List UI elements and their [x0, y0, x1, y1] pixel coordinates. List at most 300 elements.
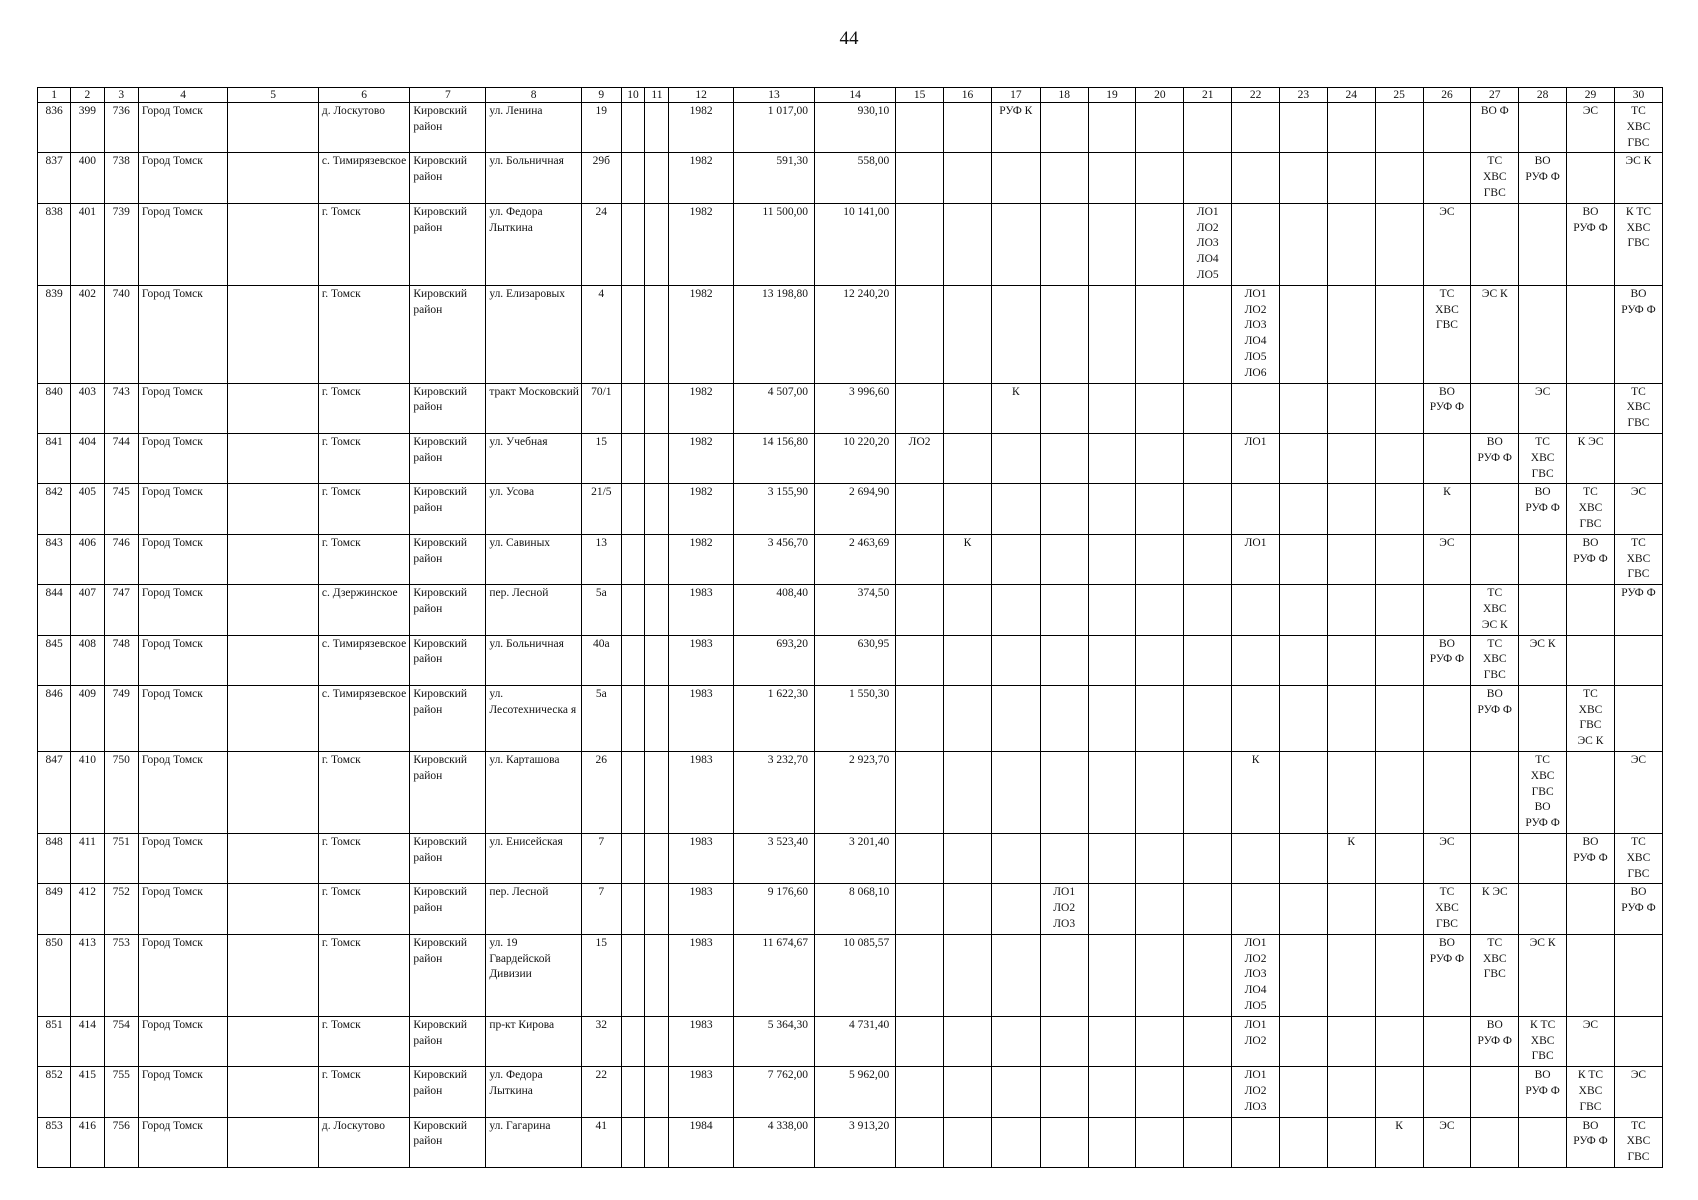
column-header-4: 4: [138, 88, 227, 103]
cell-col-17: [991, 484, 1040, 534]
cell-col-19: [1088, 934, 1136, 1016]
cell-col-20: [1136, 1117, 1184, 1167]
cell-col-24: [1327, 934, 1375, 1016]
cell-col-20: [1136, 834, 1184, 884]
cell-col-24: [1327, 484, 1375, 534]
cell-col-13: 3 155,90: [733, 484, 814, 534]
cell-col-12: 1983: [669, 1016, 734, 1066]
cell-col-28: ЭС К: [1519, 934, 1567, 1016]
cell-col-12: 1982: [669, 433, 734, 483]
cell-col-2: 408: [71, 635, 104, 685]
table-row: [38, 1067, 1663, 1117]
cell-col-27: К ЭС: [1471, 884, 1519, 934]
cell-col-22: ЛО1 ЛО2 ЛО3 ЛО4 ЛО5 ЛО6: [1232, 285, 1280, 383]
cell-col-12: 1983: [669, 685, 734, 751]
cell-col-29: ТС ХВС ГВС ЭС К: [1567, 685, 1615, 751]
cell-col-12: 1982: [669, 285, 734, 383]
cell-col-2: 416: [71, 1117, 104, 1167]
cell-col-15: [896, 1067, 944, 1117]
cell-col-22: К: [1232, 752, 1280, 834]
cell-col-28: [1519, 884, 1567, 934]
cell-col-7: Кировский район: [410, 752, 486, 834]
cell-col-14: 2 923,70: [815, 752, 896, 834]
cell-col-5: [228, 203, 319, 285]
cell-col-21: ЛО1 ЛО2 ЛО3 ЛО4 ЛО5: [1184, 203, 1232, 285]
cell-col-4: Город Томск: [138, 934, 227, 1016]
cell-col-23: [1279, 934, 1327, 1016]
cell-col-28: [1519, 685, 1567, 751]
cell-col-29: ЭС: [1567, 1016, 1615, 1066]
cell-col-4: Город Томск: [138, 1117, 227, 1167]
cell-col-29: [1567, 153, 1615, 203]
cell-col-10: [621, 1016, 645, 1066]
cell-col-15: [896, 635, 944, 685]
cell-col-3: 744: [104, 433, 138, 483]
cell-col-26: [1423, 1016, 1471, 1066]
cell-col-15: [896, 585, 944, 635]
cell-col-25: [1375, 585, 1423, 635]
cell-col-10: [621, 834, 645, 884]
cell-col-10: [621, 685, 645, 751]
cell-col-11: [645, 884, 669, 934]
cell-col-22: [1232, 383, 1280, 433]
cell-col-20: [1136, 153, 1184, 203]
cell-col-27: ВО РУФ Ф: [1471, 1016, 1519, 1066]
cell-col-22: [1232, 635, 1280, 685]
cell-col-8: ул. Усова: [486, 484, 582, 534]
cell-col-29: [1567, 285, 1615, 383]
cell-col-27: ВО РУФ Ф: [1471, 433, 1519, 483]
cell-col-19: [1088, 433, 1136, 483]
cell-col-25: [1375, 884, 1423, 934]
cell-col-20: [1136, 1067, 1184, 1117]
cell-col-2: 415: [71, 1067, 104, 1117]
cell-col-22: [1232, 834, 1280, 884]
column-header-27: 27: [1471, 88, 1519, 103]
cell-col-17: [991, 153, 1040, 203]
cell-col-28: ВО РУФ Ф: [1519, 484, 1567, 534]
cell-col-20: [1136, 884, 1184, 934]
cell-col-8: пр-кт Кирова: [486, 1016, 582, 1066]
cell-col-9: 24: [582, 203, 622, 285]
cell-col-1: 845: [38, 635, 71, 685]
cell-col-2: 403: [71, 383, 104, 433]
cell-col-10: [621, 1067, 645, 1117]
cell-col-1: 848: [38, 834, 71, 884]
cell-col-30: [1614, 635, 1662, 685]
cell-col-6: г. Томск: [318, 1016, 410, 1066]
cell-col-2: 402: [71, 285, 104, 383]
cell-col-30: [1614, 685, 1662, 751]
cell-col-7: Кировский район: [410, 1067, 486, 1117]
cell-col-16: [944, 635, 992, 685]
cell-col-3: 754: [104, 1016, 138, 1066]
cell-col-10: [621, 752, 645, 834]
cell-col-25: [1375, 484, 1423, 534]
column-header-11: 11: [645, 88, 669, 103]
cell-col-2: 400: [71, 153, 104, 203]
column-header-20: 20: [1136, 88, 1184, 103]
cell-col-1: 839: [38, 285, 71, 383]
cell-col-26: [1423, 685, 1471, 751]
cell-col-16: К: [944, 534, 992, 584]
column-header-6: 6: [318, 88, 410, 103]
cell-col-3: 743: [104, 383, 138, 433]
cell-col-14: 10 085,57: [815, 934, 896, 1016]
cell-col-3: 750: [104, 752, 138, 834]
cell-col-12: 1982: [669, 383, 734, 433]
cell-col-30: ТС ХВС ГВС: [1614, 534, 1662, 584]
cell-col-20: [1136, 534, 1184, 584]
cell-col-13: 13 198,80: [733, 285, 814, 383]
cell-col-8: ул. Енисейская: [486, 834, 582, 884]
cell-col-9: 7: [582, 834, 622, 884]
cell-col-29: ЭС: [1567, 103, 1615, 153]
cell-col-4: Город Томск: [138, 153, 227, 203]
cell-col-19: [1088, 285, 1136, 383]
cell-col-4: Город Томск: [138, 1016, 227, 1066]
cell-col-21: [1184, 1117, 1232, 1167]
cell-col-7: Кировский район: [410, 585, 486, 635]
cell-col-2: 407: [71, 585, 104, 635]
cell-col-25: [1375, 103, 1423, 153]
cell-col-1: 843: [38, 534, 71, 584]
cell-col-24: [1327, 433, 1375, 483]
column-header-9: 9: [582, 88, 622, 103]
cell-col-1: 851: [38, 1016, 71, 1066]
cell-col-17: РУФ К: [991, 103, 1040, 153]
cell-col-2: 401: [71, 203, 104, 285]
cell-col-24: [1327, 1117, 1375, 1167]
cell-col-26: ВО РУФ Ф: [1423, 934, 1471, 1016]
cell-col-26: ВО РУФ Ф: [1423, 383, 1471, 433]
cell-col-9: 29б: [582, 153, 622, 203]
cell-col-17: [991, 934, 1040, 1016]
cell-col-26: [1423, 585, 1471, 635]
cell-col-17: [991, 433, 1040, 483]
table-row: [38, 884, 1663, 934]
cell-col-5: [228, 1067, 319, 1117]
cell-col-15: [896, 534, 944, 584]
cell-col-15: [896, 383, 944, 433]
cell-col-22: [1232, 884, 1280, 934]
cell-col-27: ТС ХВС ГВС: [1471, 635, 1519, 685]
cell-col-1: 840: [38, 383, 71, 433]
cell-col-11: [645, 285, 669, 383]
cell-col-11: [645, 433, 669, 483]
cell-col-16: [944, 484, 992, 534]
cell-col-14: 5 962,00: [815, 1067, 896, 1117]
cell-col-18: [1040, 484, 1088, 534]
column-header-29: 29: [1567, 88, 1615, 103]
table-row: [38, 383, 1663, 433]
cell-col-19: [1088, 884, 1136, 934]
cell-col-21: [1184, 585, 1232, 635]
cell-col-8: пер. Лесной: [486, 585, 582, 635]
cell-col-29: [1567, 383, 1615, 433]
cell-col-21: [1184, 153, 1232, 203]
cell-col-12: 1983: [669, 834, 734, 884]
column-header-16: 16: [944, 88, 992, 103]
cell-col-13: 4 338,00: [733, 1117, 814, 1167]
cell-col-7: Кировский район: [410, 635, 486, 685]
cell-col-24: [1327, 752, 1375, 834]
cell-col-21: [1184, 534, 1232, 584]
column-header-5: 5: [228, 88, 319, 103]
column-header-17: 17: [991, 88, 1040, 103]
cell-col-21: [1184, 1067, 1232, 1117]
cell-col-2: 404: [71, 433, 104, 483]
cell-col-12: 1983: [669, 884, 734, 934]
cell-col-10: [621, 534, 645, 584]
cell-col-1: 836: [38, 103, 71, 153]
cell-col-29: К ТС ХВС ГВС: [1567, 1067, 1615, 1117]
cell-col-26: ЭС: [1423, 834, 1471, 884]
cell-col-22: [1232, 153, 1280, 203]
cell-col-19: [1088, 1117, 1136, 1167]
cell-col-12: 1982: [669, 203, 734, 285]
cell-col-23: [1279, 685, 1327, 751]
cell-col-10: [621, 103, 645, 153]
cell-col-30: ТС ХВС ГВС: [1614, 834, 1662, 884]
cell-col-10: [621, 635, 645, 685]
cell-col-4: Город Томск: [138, 103, 227, 153]
cell-col-4: Город Томск: [138, 383, 227, 433]
cell-col-10: [621, 585, 645, 635]
cell-col-11: [645, 534, 669, 584]
cell-col-7: Кировский район: [410, 884, 486, 934]
cell-col-7: Кировский район: [410, 484, 486, 534]
cell-col-24: [1327, 285, 1375, 383]
cell-col-28: ТС ХВС ГВС ВО РУФ Ф: [1519, 752, 1567, 834]
cell-col-2: 399: [71, 103, 104, 153]
cell-col-16: [944, 1067, 992, 1117]
cell-col-2: 411: [71, 834, 104, 884]
cell-col-17: [991, 752, 1040, 834]
cell-col-16: [944, 1016, 992, 1066]
cell-col-5: [228, 752, 319, 834]
column-header-25: 25: [1375, 88, 1423, 103]
cell-col-26: ВО РУФ Ф: [1423, 635, 1471, 685]
cell-col-2: 414: [71, 1016, 104, 1066]
cell-col-27: ЭС К: [1471, 285, 1519, 383]
cell-col-7: Кировский район: [410, 1016, 486, 1066]
cell-col-30: ВО РУФ Ф: [1614, 884, 1662, 934]
cell-col-12: 1984: [669, 1117, 734, 1167]
cell-col-24: [1327, 585, 1375, 635]
cell-col-17: [991, 203, 1040, 285]
cell-col-24: [1327, 383, 1375, 433]
cell-col-27: [1471, 1067, 1519, 1117]
cell-col-4: Город Томск: [138, 685, 227, 751]
cell-col-16: [944, 834, 992, 884]
cell-col-7: Кировский район: [410, 433, 486, 483]
cell-col-7: Кировский район: [410, 203, 486, 285]
cell-col-30: [1614, 934, 1662, 1016]
cell-col-6: г. Томск: [318, 383, 410, 433]
cell-col-25: К: [1375, 1117, 1423, 1167]
cell-col-1: 852: [38, 1067, 71, 1117]
cell-col-10: [621, 484, 645, 534]
cell-col-16: [944, 934, 992, 1016]
cell-col-14: 2 694,90: [815, 484, 896, 534]
cell-col-24: [1327, 685, 1375, 751]
cell-col-8: ул. Ленина: [486, 103, 582, 153]
cell-col-17: [991, 1117, 1040, 1167]
cell-col-19: [1088, 534, 1136, 584]
cell-col-5: [228, 534, 319, 584]
cell-col-25: [1375, 1016, 1423, 1066]
cell-col-28: ЭС К: [1519, 635, 1567, 685]
cell-col-2: 413: [71, 934, 104, 1016]
cell-col-11: [645, 383, 669, 433]
cell-col-29: ВО РУФ Ф: [1567, 203, 1615, 285]
cell-col-10: [621, 285, 645, 383]
cell-col-19: [1088, 834, 1136, 884]
cell-col-4: Город Томск: [138, 285, 227, 383]
cell-col-20: [1136, 1016, 1184, 1066]
cell-col-17: [991, 685, 1040, 751]
table-row: [38, 484, 1663, 534]
cell-col-3: 752: [104, 884, 138, 934]
cell-col-3: 738: [104, 153, 138, 203]
cell-col-24: [1327, 1067, 1375, 1117]
cell-col-30: К ТС ХВС ГВС: [1614, 203, 1662, 285]
cell-col-19: [1088, 585, 1136, 635]
column-header-15: 15: [896, 88, 944, 103]
cell-col-21: [1184, 635, 1232, 685]
cell-col-9: 32: [582, 1016, 622, 1066]
cell-col-19: [1088, 153, 1136, 203]
cell-col-2: 410: [71, 752, 104, 834]
cell-col-14: 630,95: [815, 635, 896, 685]
cell-col-9: 70/1: [582, 383, 622, 433]
cell-col-7: Кировский район: [410, 103, 486, 153]
cell-col-18: [1040, 635, 1088, 685]
cell-col-1: 841: [38, 433, 71, 483]
cell-col-28: ВО РУФ Ф: [1519, 153, 1567, 203]
column-header-19: 19: [1088, 88, 1136, 103]
cell-col-23: [1279, 585, 1327, 635]
cell-col-1: 844: [38, 585, 71, 635]
column-header-12: 12: [669, 88, 734, 103]
cell-col-12: 1983: [669, 635, 734, 685]
cell-col-8: тракт Московский: [486, 383, 582, 433]
cell-col-26: [1423, 433, 1471, 483]
cell-col-3: 747: [104, 585, 138, 635]
cell-col-27: [1471, 834, 1519, 884]
cell-col-28: [1519, 834, 1567, 884]
cell-col-16: [944, 585, 992, 635]
cell-col-12: 1982: [669, 484, 734, 534]
table-row: [38, 934, 1663, 1016]
cell-col-25: [1375, 534, 1423, 584]
table-row: [38, 834, 1663, 884]
cell-col-24: [1327, 884, 1375, 934]
cell-col-1: 847: [38, 752, 71, 834]
cell-col-26: [1423, 103, 1471, 153]
cell-col-17: [991, 1067, 1040, 1117]
cell-col-20: [1136, 752, 1184, 834]
cell-col-13: 3 523,40: [733, 834, 814, 884]
cell-col-12: 1983: [669, 934, 734, 1016]
cell-col-8: ул. Учебная: [486, 433, 582, 483]
cell-col-15: [896, 153, 944, 203]
cell-col-13: 5 364,30: [733, 1016, 814, 1066]
cell-col-7: Кировский район: [410, 153, 486, 203]
cell-col-29: [1567, 585, 1615, 635]
cell-col-16: [944, 752, 992, 834]
cell-col-11: [645, 1016, 669, 1066]
cell-col-4: Город Томск: [138, 884, 227, 934]
cell-col-15: [896, 103, 944, 153]
cell-col-3: 749: [104, 685, 138, 751]
table-row: [38, 153, 1663, 203]
cell-col-21: [1184, 285, 1232, 383]
cell-col-8: ул. Савиных: [486, 534, 582, 584]
cell-col-3: 739: [104, 203, 138, 285]
cell-col-7: Кировский район: [410, 534, 486, 584]
column-header-10: 10: [621, 88, 645, 103]
cell-col-23: [1279, 884, 1327, 934]
cell-col-13: 3 456,70: [733, 534, 814, 584]
cell-col-9: 26: [582, 752, 622, 834]
cell-col-6: г. Томск: [318, 1067, 410, 1117]
cell-col-23: [1279, 383, 1327, 433]
cell-col-17: [991, 585, 1040, 635]
column-header-1: 1: [38, 88, 71, 103]
cell-col-27: ТС ХВС ЭС К: [1471, 585, 1519, 635]
cell-col-30: ТС ХВС ГВС: [1614, 1117, 1662, 1167]
cell-col-17: [991, 534, 1040, 584]
cell-col-28: ЭС: [1519, 383, 1567, 433]
cell-col-11: [645, 752, 669, 834]
cell-col-22: ЛО1: [1232, 433, 1280, 483]
cell-col-28: [1519, 285, 1567, 383]
cell-col-14: 3 913,20: [815, 1117, 896, 1167]
cell-col-10: [621, 884, 645, 934]
cell-col-19: [1088, 484, 1136, 534]
cell-col-30: ЭС: [1614, 1067, 1662, 1117]
cell-col-1: 838: [38, 203, 71, 285]
cell-col-11: [645, 103, 669, 153]
cell-col-18: [1040, 103, 1088, 153]
cell-col-23: [1279, 484, 1327, 534]
cell-col-11: [645, 1067, 669, 1117]
cell-col-24: [1327, 1016, 1375, 1066]
table-row: [38, 585, 1663, 635]
cell-col-2: 406: [71, 534, 104, 584]
cell-col-24: [1327, 635, 1375, 685]
cell-col-18: [1040, 153, 1088, 203]
cell-col-2: 405: [71, 484, 104, 534]
cell-col-2: 412: [71, 884, 104, 934]
cell-col-15: [896, 203, 944, 285]
cell-col-12: 1983: [669, 752, 734, 834]
column-header-14: 14: [815, 88, 896, 103]
cell-col-9: 5а: [582, 685, 622, 751]
table-row: [38, 203, 1663, 285]
column-header-28: 28: [1519, 88, 1567, 103]
cell-col-25: [1375, 153, 1423, 203]
column-header-26: 26: [1423, 88, 1471, 103]
cell-col-20: [1136, 383, 1184, 433]
cell-col-10: [621, 1117, 645, 1167]
cell-col-18: [1040, 1016, 1088, 1066]
cell-col-5: [228, 1117, 319, 1167]
page-number: 44: [839, 28, 859, 49]
cell-col-24: [1327, 103, 1375, 153]
